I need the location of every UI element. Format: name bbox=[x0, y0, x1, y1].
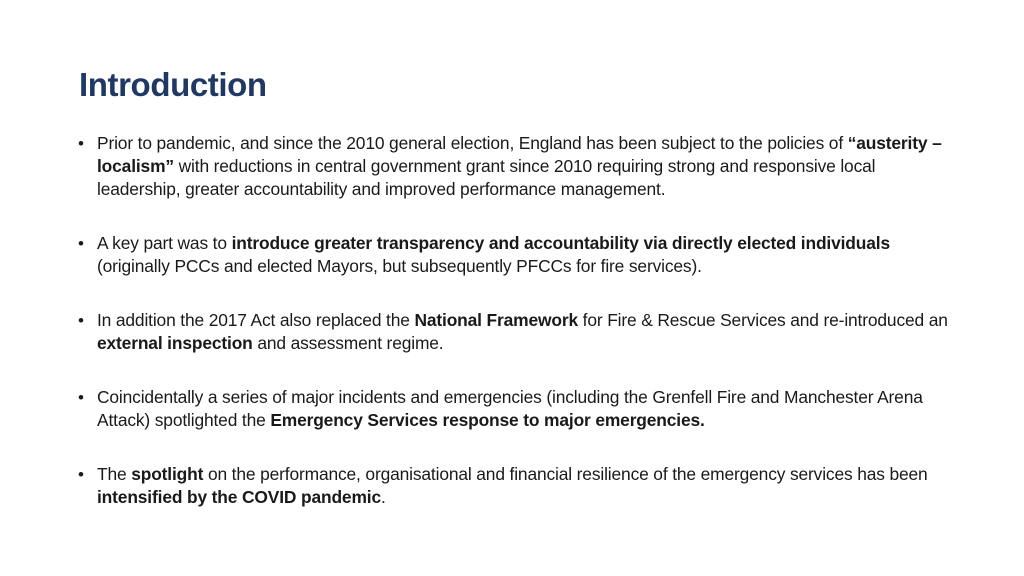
bullet-text: The bbox=[97, 464, 132, 484]
bullet-text: A key part was to bbox=[97, 233, 232, 253]
bullet-list bbox=[78, 132, 958, 540]
bullet-item bbox=[78, 386, 958, 432]
bullet-dot-icon: • bbox=[78, 465, 84, 484]
bullet-dot-icon: • bbox=[78, 388, 84, 407]
bullet-text: . bbox=[380, 487, 386, 507]
bullet-item bbox=[78, 463, 958, 509]
bullet-text: In addition the 2017 Act also replaced the bbox=[97, 310, 415, 330]
bullet-text: with reductions in central government grant since 2010 requiring strong and responsive local leadership, greater accountability and improved performance management. bbox=[97, 156, 876, 199]
bullet-dot-icon: • bbox=[78, 234, 84, 253]
bullet-item bbox=[78, 132, 958, 201]
bullet-text: and assessment regime. bbox=[252, 333, 444, 353]
bullet-text: (originally PCCs and elected Mayors, but subsequently PFCCs for fire services). bbox=[97, 256, 702, 276]
bullet-text: Coincidentally a series of major incidents and emergencies (including the Grenfell Fire and Manchester Arena Attack) spotlighted the bbox=[97, 387, 923, 430]
bullet-text-bold: Emergency Services response to major emergencies. bbox=[270, 410, 705, 430]
bullet-text: on the performance, organisational and financial resilience of the emergency services has been bbox=[203, 464, 928, 484]
bullet-item bbox=[78, 232, 958, 278]
bullet-text-bold: introduce greater transparency and accountability via directly elected individuals bbox=[231, 233, 890, 253]
bullet-text: Prior to pandemic, and since the 2010 general election, England has been subject to the policies of bbox=[97, 133, 848, 153]
bullet-item bbox=[78, 309, 958, 355]
bullet-dot-icon: • bbox=[78, 134, 84, 153]
bullet-text-bold: spotlight bbox=[131, 464, 204, 484]
bullet-text: for Fire & Rescue Services and re-introduced an bbox=[577, 310, 948, 330]
bullet-text-bold: National Framework bbox=[414, 310, 578, 330]
bullet-text-bold: external inspection bbox=[97, 333, 253, 353]
bullet-text-bold: “austerity – localism” bbox=[97, 133, 942, 176]
bullet-text-bold: intensified by the COVID pandemic bbox=[97, 487, 381, 507]
bullet-dot-icon: • bbox=[78, 311, 84, 330]
slide-title: Introduction bbox=[79, 66, 267, 103]
